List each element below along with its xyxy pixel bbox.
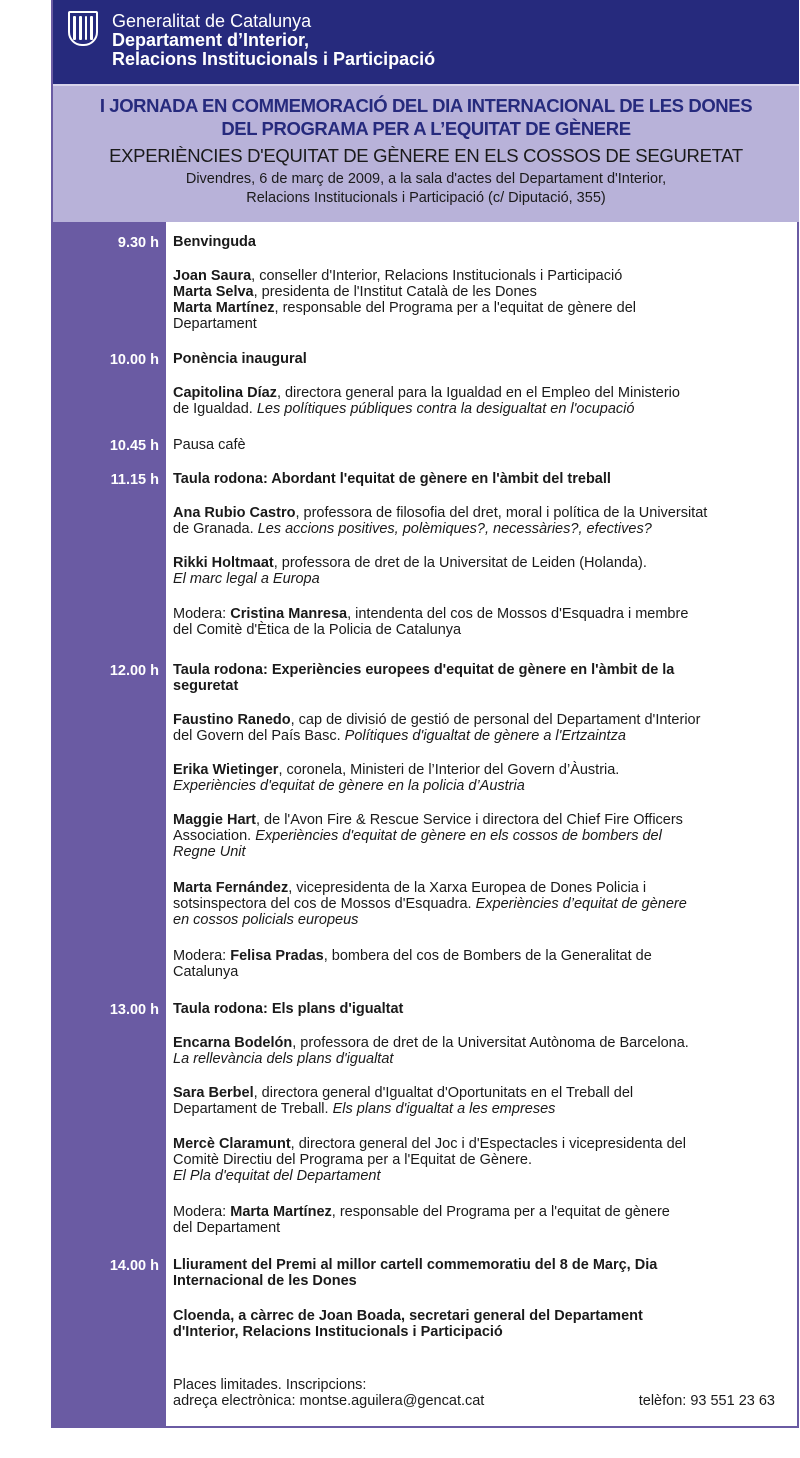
speaker-item: Marta Martínez, responsable del Programa per a l'equitat de gènere del: [173, 300, 637, 316]
speaker-item: Rikki Holtmaat, professora de dret de la Universitat de Leiden (Holanda). El marc legal a Europa: [173, 555, 647, 587]
talk-title: Experiències d'equitat de gènere en la policia d’Austria: [173, 778, 525, 794]
speaker-name: Maggie Hart: [173, 812, 256, 828]
time-slot-1400: 14.00 h: [109, 1258, 159, 1274]
session-heading: Ponència inaugural: [173, 351, 307, 367]
time-slot-1115: 11.15 h: [110, 472, 159, 488]
speaker-name: Mercè Claramunt: [173, 1136, 291, 1152]
speaker-item: Marta Fernández, vicepresidenta de la Xarxa Europea de Dones Policia i sotsinspectora del cos de Mossos d'Esquadra. Experiències d’equitat de gènere en cossos policials europeus: [173, 880, 687, 928]
session-heading: Benvinguda: [173, 234, 256, 250]
speaker-item: Erika Wietinger, coronela, Ministeri de l’Interior del Govern d’Àustria. Experiències d'equitat de gènere en la policia d’Austria: [173, 762, 620, 794]
session-heading: Taula rodona: Experiències europees d'equitat de gènere en l'àmbit de la seguretat: [173, 662, 675, 694]
places-limited-text: Places limitades. Inscripcions:: [173, 1377, 367, 1393]
talk-title: El marc legal a Europa: [173, 571, 320, 587]
speaker-item: Encarna Bodelón, professora de dret de la Universitat Autònoma de Barcelona. La rellevància dels plans d'igualtat: [173, 1035, 689, 1067]
event-date-line2: Relacions Institucionals i Participació (c/ Diputació, 355): [246, 190, 606, 206]
time-slot-0930: 9.30 h: [117, 235, 159, 251]
event-subtitle: EXPERIÈNCIES D'EQUITAT DE GÈNERE EN ELS COSSOS DE SEGURETAT: [109, 145, 743, 166]
time-slot-1300: 13.00 h: [109, 1002, 159, 1018]
registration-info: [173, 1377, 788, 1409]
moderator-name: Marta Martínez: [230, 1204, 332, 1220]
event-title-line2: DEL PROGRAMA PER A L’EQUITAT DE GÈNERE: [221, 118, 631, 139]
speaker-item: Sara Berbel, directora general d'Igualtat d'Oportunitats en el Treball del Departament de Treball. Els plans d'igualtat a les empreses: [173, 1085, 634, 1117]
session-heading: Taula rodona: Els plans d'igualtat: [173, 1001, 404, 1017]
time-column: [53, 222, 166, 1428]
department-name-line1: Departament d’Interior,: [112, 30, 310, 50]
moderator-name: Cristina Manresa: [230, 606, 348, 622]
speaker-name: Capitolina Díaz: [173, 385, 277, 401]
speaker-name: Sara Berbel: [173, 1085, 254, 1101]
talk-title: El Pla d'equitat del Departament: [173, 1168, 381, 1184]
time-slot-1045: 10.45 h: [109, 438, 159, 454]
event-program-page: [51, 0, 799, 1428]
speaker-name: Erika Wietinger: [173, 762, 279, 778]
talk-title: Experiències d’equitat de gènere: [475, 896, 687, 912]
session-heading: Pausa cafè: [173, 437, 246, 453]
speaker-item: Marta Selva, presidenta de l'Institut Català de les Dones: [173, 284, 537, 300]
event-title-line1: I JORNADA EN COMMEMORACIÓ DEL DIA INTERNACIONAL DE LES DONES: [99, 95, 753, 116]
header-banner: [53, 0, 799, 84]
speaker-name: Encarna Bodelón: [173, 1035, 293, 1051]
registration-email[interactable]: adreça electrònica: montse.aguilera@gencat.cat: [173, 1393, 485, 1409]
session-heading: Lliurament del Premi al millor cartell commemoratiu del 8 de Març, Dia Internacional de les Dones: [173, 1257, 658, 1289]
speaker-item: Faustino Ranedo, cap de divisió de gestió de personal del Departament d'Interior del Govern del País Basc. Polítiques d'igualtat de gènere a l'Ertzaintza: [173, 712, 701, 744]
speaker-name: Marta Fernández: [173, 880, 289, 896]
moderator-item: Modera: Marta Martínez, responsable del Programa per a l'equitat de gènere del Departament: [173, 1204, 670, 1236]
talk-title: Experiències d'equitat de gènere en els cossos de bombers del: [255, 828, 662, 844]
speaker-list: Joan Saura, conseller d'Interior, Relacions Institucionals i Participació Marta Selva, presidenta de l'Institut Català de les Dones Marta Martínez, responsable del Programa per a l'equitat de gènere del Departament: [173, 268, 788, 332]
moderator-name: Felisa Pradas: [230, 948, 324, 964]
closing-remarks: Cloenda, a càrrec de Joan Boada, secretari general del Departament d'Interior, Relacions Institucionals i Participació: [173, 1308, 643, 1340]
moderator-item: Modera: Felisa Pradas, bombera del cos de Bombers de la Generalitat de Catalunya: [173, 948, 652, 980]
talk-title: Els plans d'igualtat a les empreses: [332, 1101, 556, 1117]
time-slot-1200: 12.00 h: [109, 663, 159, 679]
talk-title: Les accions positives, polèmiques?, necessàries?, efectives?: [257, 521, 652, 537]
speaker-item: Maggie Hart, de l'Avon Fire & Rescue Service i directora del Chief Fire Officers Association. Experiències d'equitat de gènere en els cossos de bombers del Regne Unit: [173, 812, 683, 860]
org-name: Generalitat de Catalunya: [112, 11, 312, 31]
speaker-name: Ana Rubio Castro: [173, 505, 296, 521]
generalitat-shield-icon: [68, 11, 98, 46]
speaker-name: Joan Saura: [173, 268, 252, 284]
event-title-band: [53, 84, 799, 222]
talk-title: Polítiques d'igualtat de gènere a l'Ertzaintza: [344, 728, 626, 744]
speaker-name: Marta Martínez: [173, 300, 275, 316]
talk-title: Les polítiques públiques contra la desigualtat en l'ocupació: [256, 401, 635, 417]
speaker-item: Mercè Claramunt, directora general del Joc i d'Espectacles i vicepresidenta del Comitè Directiu del Programa per a l'Equitat de Gènere. El Pla d'equitat del Departament: [173, 1136, 686, 1184]
speaker-item: Joan Saura, conseller d'Interior, Relacions Institucionals i Participació: [173, 268, 623, 284]
speaker-item: Capitolina Díaz, directora general para la Igualdad en el Empleo del Ministerio de Igualdad. Les polítiques públiques contra la desigualtat en l'ocupació: [173, 385, 680, 417]
moderator-item: Modera: Cristina Manresa, intendenta del cos de Mossos d'Esquadra i membre del Comitè d'Ètica de la Policia de Catalunya: [173, 606, 689, 638]
time-slot-1000: 10.00 h: [109, 352, 159, 368]
talk-title: La rellevància dels plans d'igualtat: [173, 1051, 394, 1067]
speaker-name: Faustino Ranedo: [173, 712, 291, 728]
speaker-name: Marta Selva: [173, 284, 254, 300]
event-date-line1: Divendres, 6 de març de 2009, a la sala d'actes del Departament d'Interior,: [185, 171, 667, 187]
speaker-name: Rikki Holtmaat: [173, 555, 274, 571]
session-heading: Taula rodona: Abordant l'equitat de gènere en l'àmbit del treball: [173, 471, 611, 487]
speaker-item: Ana Rubio Castro, professora de filosofia del dret, moral i política de la Universitat de Granada. Les accions positives, polèmiques?, necessàries?, efectives?: [173, 505, 708, 537]
registration-phone[interactable]: telèfon: 93 551 23 63: [638, 1393, 775, 1409]
department-name-line2: Relacions Institucionals i Participació: [112, 49, 436, 69]
